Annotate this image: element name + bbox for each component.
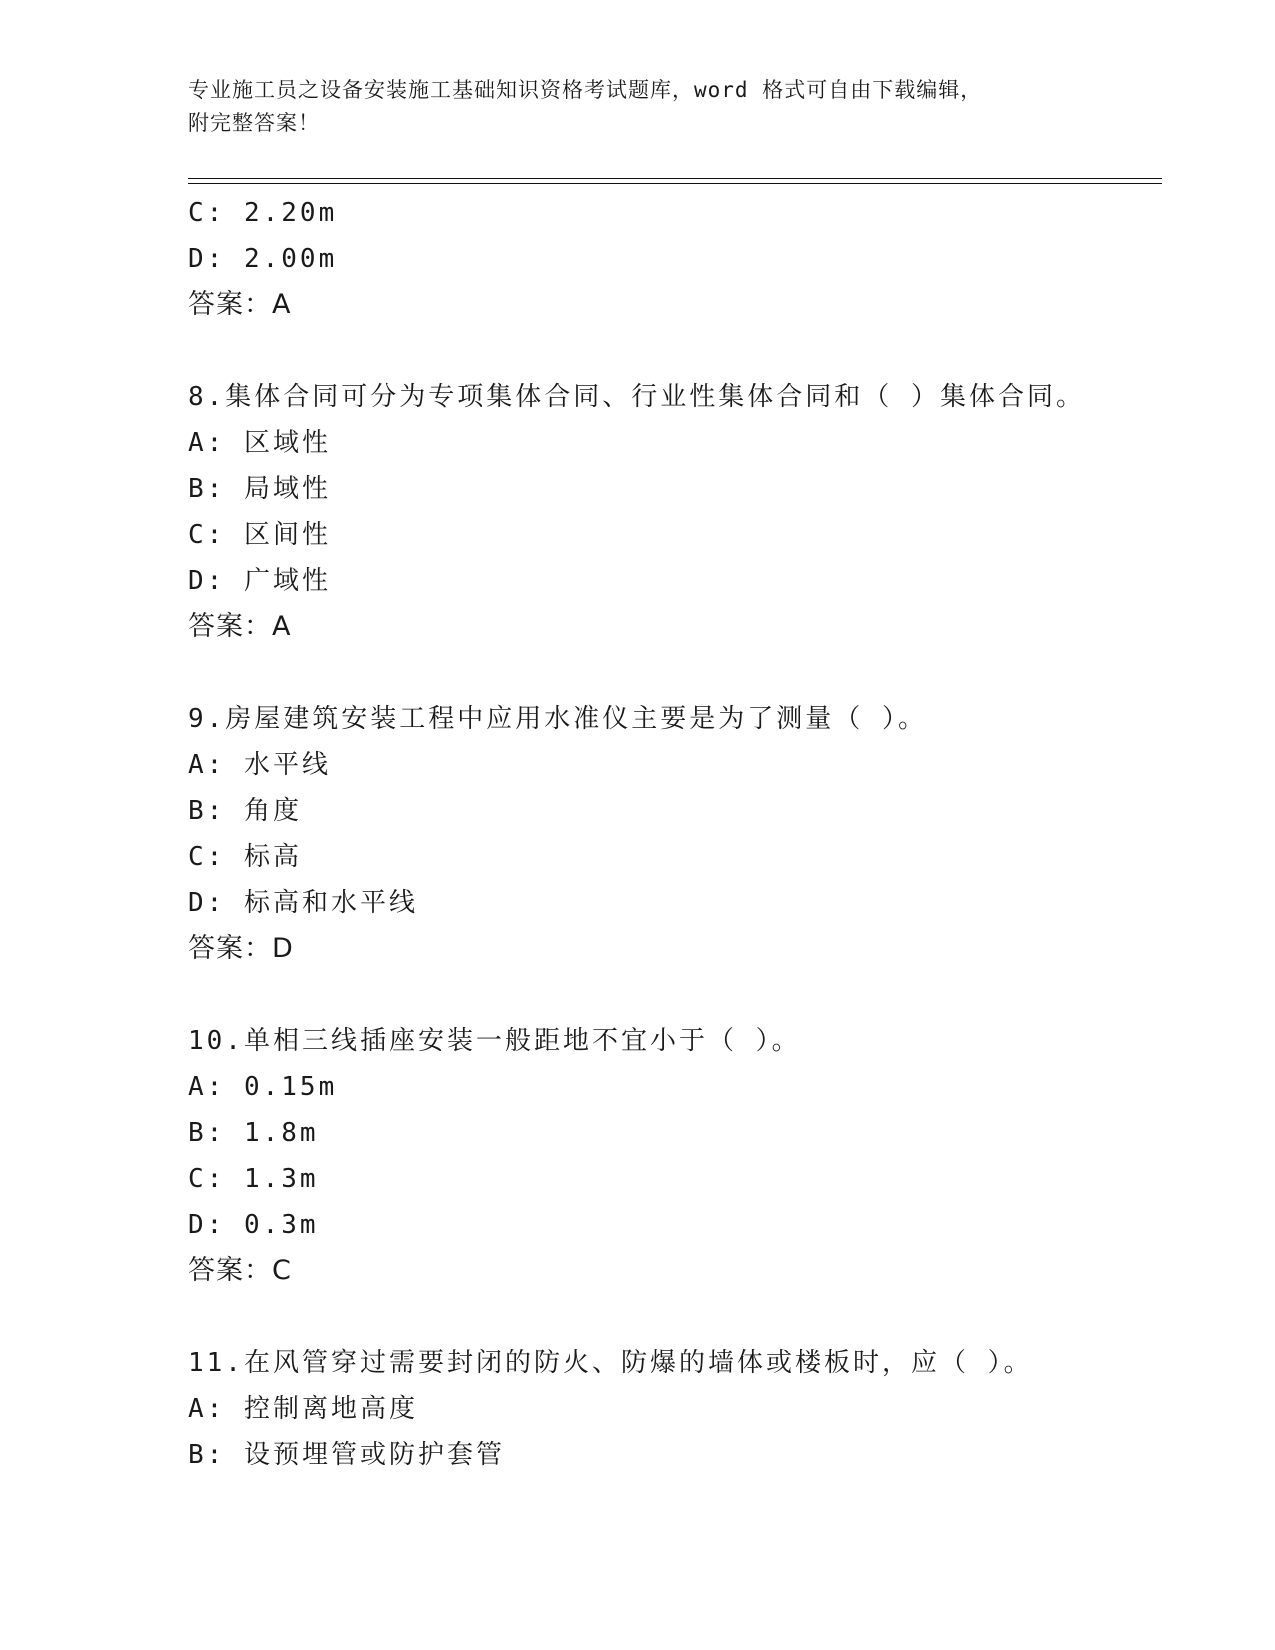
header-title-line-2: 附完整答案！	[188, 111, 320, 135]
option-c: C: 区间性	[188, 520, 331, 550]
option-b: B: 设预埋管或防护套管	[188, 1440, 505, 1470]
spacer	[188, 650, 1168, 696]
option-a: A: 区域性	[188, 428, 331, 458]
question-stem: 8.集体合同可分为专项集体合同、行业性集体合同和（ ）集体合同。	[188, 382, 1085, 412]
option-c: C: 1.3m	[188, 1164, 319, 1194]
option-d: D: 广域性	[188, 566, 331, 596]
option-a: A: 控制离地高度	[188, 1394, 418, 1424]
option-a: A: 水平线	[188, 750, 331, 780]
answer-line: 答案：A	[188, 611, 292, 642]
document-header	[188, 74, 1088, 140]
question-stem: 10.单相三线插座安装一般距地不宜小于（ ）。	[188, 1026, 801, 1056]
option-b: B: 局域性	[188, 474, 331, 504]
header-divider-bottom	[188, 183, 1162, 184]
answer-line: 答案：D	[188, 933, 294, 964]
question-stem: 9.房屋建筑安装工程中应用水准仪主要是为了测量（ ）。	[188, 704, 927, 734]
answer-line: 答案：A	[188, 289, 292, 320]
answer-line: 答案：C	[188, 1255, 292, 1286]
option-c: C: 标高	[188, 842, 302, 872]
option-d: D: 0.3m	[188, 1210, 319, 1240]
spacer	[188, 1294, 1168, 1340]
question-stem: 11.在风管穿过需要封闭的防火、防爆的墙体或楼板时，应（ ）。	[188, 1348, 1033, 1378]
option-a: A: 0.15m	[188, 1072, 338, 1102]
option-c: C: 2.20m	[188, 198, 338, 228]
option-d: D: 标高和水平线	[188, 888, 418, 918]
spacer	[188, 972, 1168, 1018]
option-d: D: 2.00m	[188, 244, 338, 274]
header-divider-top	[188, 178, 1162, 179]
option-b: B: 角度	[188, 796, 302, 826]
option-b: B: 1.8m	[188, 1118, 319, 1148]
header-title-line-1: 专业施工员之设备安装施工基础知识资格考试题库，word 格式可自由下载编辑，	[188, 78, 983, 102]
spacer	[188, 328, 1168, 374]
question-list	[188, 190, 1168, 1478]
